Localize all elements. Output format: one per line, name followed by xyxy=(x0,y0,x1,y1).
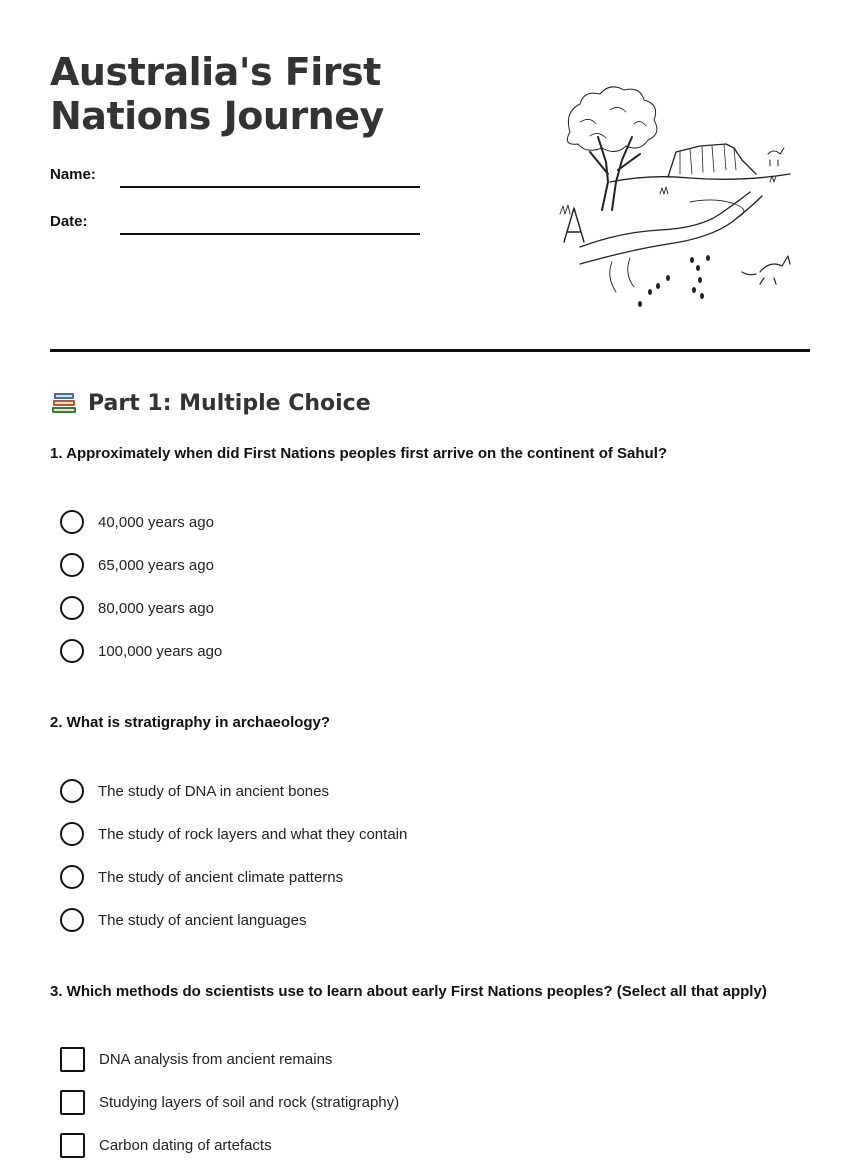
radio-button[interactable] xyxy=(60,596,84,620)
name-line[interactable] xyxy=(120,186,420,188)
question-2-option-3[interactable] xyxy=(60,864,343,890)
option-label: 40,000 years ago xyxy=(98,513,214,531)
question-2-option-2[interactable] xyxy=(60,821,407,847)
option-label: Carbon dating of artefacts xyxy=(99,1136,272,1154)
checkbox[interactable] xyxy=(60,1133,85,1158)
date-label: Date: xyxy=(50,213,88,230)
question-3-option-2[interactable] xyxy=(60,1089,399,1115)
option-label: The study of DNA in ancient bones xyxy=(98,782,329,800)
checkbox[interactable] xyxy=(60,1090,85,1115)
outback-landscape-illustration xyxy=(550,82,798,314)
question-1-option-1[interactable] xyxy=(60,509,214,535)
radio-button[interactable] xyxy=(60,865,84,889)
radio-button[interactable] xyxy=(60,779,84,803)
radio-button[interactable] xyxy=(60,639,84,663)
header-divider xyxy=(50,349,810,352)
question-1-option-4[interactable] xyxy=(60,638,222,664)
name-label: Name: xyxy=(50,166,96,183)
question-2: 2. What is stratigraphy in archaeology? xyxy=(50,714,331,731)
date-field[interactable] xyxy=(50,213,430,243)
section-title-text: Part 1: Multiple Choice xyxy=(88,390,371,416)
worksheet-title: Australia's First Nations Journey xyxy=(50,50,384,138)
option-label: 65,000 years ago xyxy=(98,556,214,574)
question-2-option-4[interactable] xyxy=(60,907,306,933)
question-3-option-1[interactable] xyxy=(60,1046,332,1072)
option-label: 100,000 years ago xyxy=(98,642,223,660)
date-line[interactable] xyxy=(120,233,420,235)
radio-button[interactable] xyxy=(60,822,84,846)
books-icon xyxy=(50,389,78,417)
option-label: Studying layers of soil and rock (stratigraphy) xyxy=(99,1093,400,1111)
question-1-option-2[interactable] xyxy=(60,552,214,578)
option-label: 80,000 years ago xyxy=(98,599,214,617)
option-label: The study of rock layers and what they contain xyxy=(98,825,408,843)
question-1: 1. Approximately when did First Nations peoples first arrive on the continent of Sahul? xyxy=(50,445,668,462)
name-field[interactable] xyxy=(50,166,430,196)
question-2-option-1[interactable] xyxy=(60,778,329,804)
radio-button[interactable] xyxy=(60,908,84,932)
option-label: The study of ancient languages xyxy=(98,911,307,929)
radio-button[interactable] xyxy=(60,510,84,534)
question-3: 3. Which methods do scientists use to learn about early First Nations peoples? (Select all that apply) xyxy=(50,983,767,1000)
question-3-option-3[interactable] xyxy=(60,1132,272,1158)
option-label: DNA analysis from ancient remains xyxy=(99,1050,333,1068)
question-1-option-3[interactable] xyxy=(60,595,214,621)
option-label: The study of ancient climate patterns xyxy=(98,868,344,886)
checkbox[interactable] xyxy=(60,1047,85,1072)
radio-button[interactable] xyxy=(60,553,84,577)
section-title xyxy=(50,389,371,417)
